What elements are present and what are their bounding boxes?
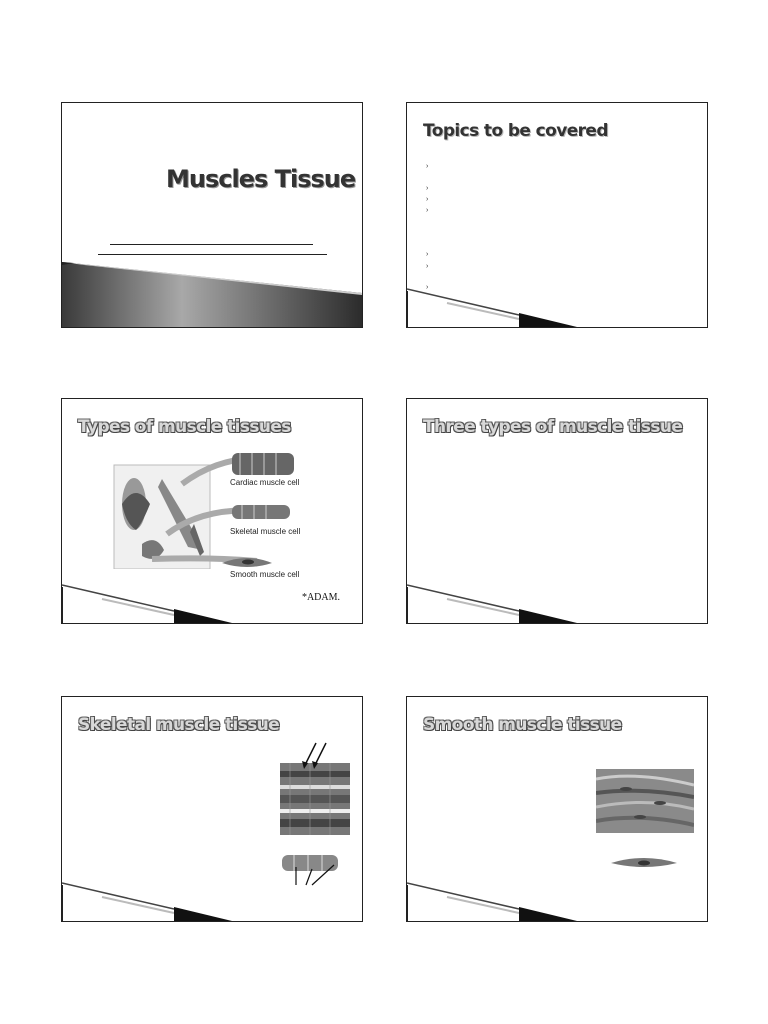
slide-title: Muscles Tissue [166, 165, 356, 193]
bullet-marker: › [426, 163, 429, 170]
slide-decoration [407, 287, 707, 327]
slide-decoration [407, 583, 707, 623]
bullet-marker: › [426, 185, 429, 192]
slide-decoration [62, 881, 362, 921]
bullet-marker: › [426, 251, 429, 258]
arrow-icon [302, 741, 342, 771]
title-banner [62, 257, 362, 327]
skeletal-cell-image [232, 505, 290, 519]
cardiac-caption: Cardiac muscle cell [230, 478, 300, 487]
slide-title: Skeletal muscle tissue [78, 715, 280, 735]
bullet-marker: › [426, 207, 429, 214]
slide-title: Smooth muscle tissue [423, 715, 622, 735]
smooth-cell-image [609, 855, 679, 871]
slide-title: Three types of muscle tissue [423, 417, 683, 437]
slide-2 [406, 102, 708, 328]
slide-title: Topics to be covered [423, 121, 608, 141]
slide-4 [406, 398, 708, 624]
smooth-caption: Smooth muscle cell [230, 570, 300, 579]
cardiac-cell-image [232, 453, 294, 475]
slide-5 [61, 696, 363, 922]
skeletal-micrograph [280, 763, 350, 835]
slide-6 [406, 696, 708, 922]
slide-1 [61, 102, 363, 328]
skeletal-caption: Skeletal muscle cell [230, 527, 301, 536]
slide-3 [61, 398, 363, 624]
slide-decoration [62, 583, 362, 623]
bullet-marker: › [426, 196, 429, 203]
bullet-marker: › [426, 263, 429, 270]
divider-line [98, 254, 327, 255]
divider-line [110, 244, 313, 245]
bullet-marker: › [426, 284, 429, 291]
muscle-types-illustration [112, 449, 332, 569]
slide-title: Types of muscle tissues [78, 417, 291, 437]
slide-decoration [407, 881, 707, 921]
adam-logo: *ADAM. [301, 592, 340, 603]
smooth-micrograph [596, 769, 694, 833]
